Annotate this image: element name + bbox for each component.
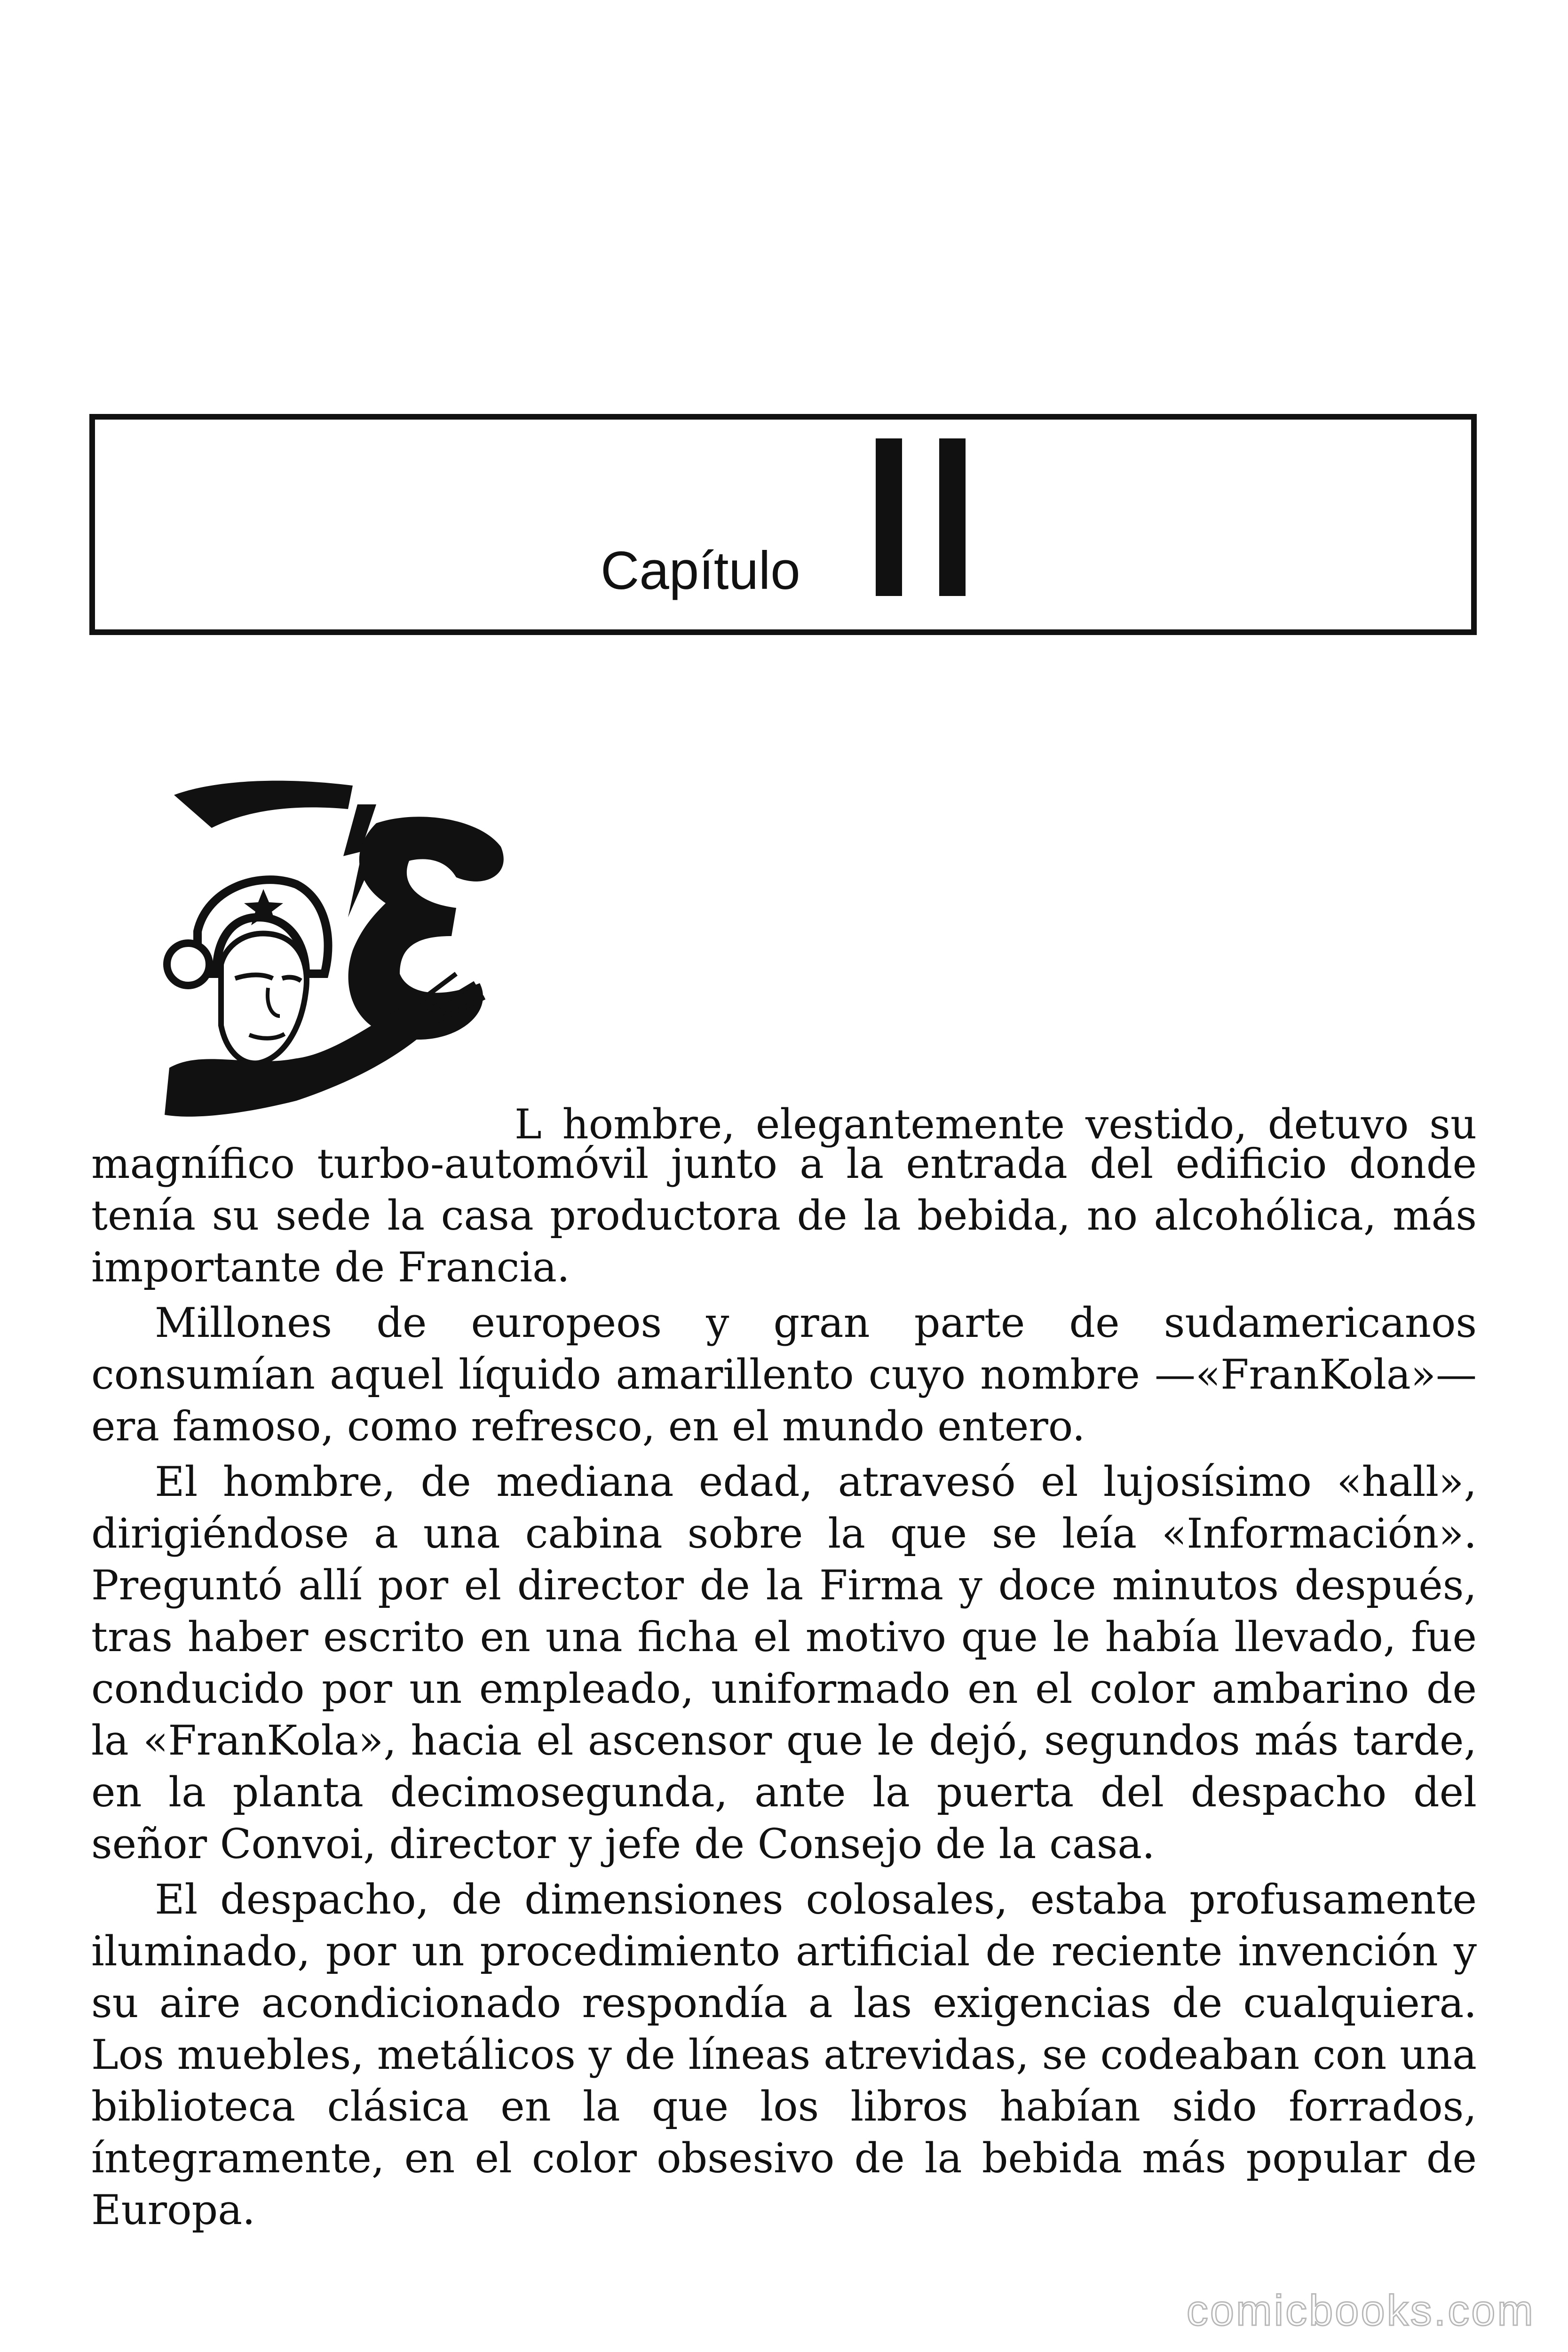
paragraph-1-first-line: L hombre, elegantemente vestido, detuvo su: [515, 1100, 1477, 1148]
chapter-body-text: [91, 1098, 1477, 2240]
chapter-label: Capítulo: [601, 541, 800, 601]
paragraph-4: El despacho, de dimensiones colosales, estaba profusamente iluminado, por un procedimiento artificial de reciente invención y su aire acondicionado respondía a las exigencias de cualquiera. Los muebles, metálicos y de líneas atrevidas, se codeaban con una biblioteca clásica en la que los libros habían sido forrados, íntegramente, en el color obsesivo de la bebida más popular de Europa.: [91, 1875, 1477, 2234]
chapter-heading-box: [89, 414, 1477, 635]
paragraph-1: [91, 1098, 1477, 1293]
dropcap-illustration: [155, 776, 517, 1134]
numeral-stroke-right: [939, 438, 966, 596]
watermark-text: comicbooks.com: [1186, 2287, 1535, 2335]
chapter-numeral: [876, 438, 970, 596]
paragraph-1-rest: magnífico turbo-automóvil junto a la entrada del edificio donde tenía su sede la casa productora de la bebida, no alcohólica, más importante de Francia.: [91, 1140, 1477, 1291]
numeral-stroke-left: [876, 438, 902, 596]
paragraph-3: El hombre, de mediana edad, atravesó el lujosísimo «hall», dirigiéndose a una cabina sobre la que se leía «Información». Preguntó allí por el director de la Firma y doce minutos después, tras haber escrito en una ficha el motivo que le había llevado, fue conducido por un empleado, uniformado en el color ambarino de la «FranKola», hacia el ascensor que le dejó, segundos más tarde, en la planta decimosegunda, ante la puerta del despacho del señor Convoi, director y jefe de Consejo de la casa.: [91, 1458, 1477, 1868]
paragraph-2: Millones de europeos y gran parte de sudamericanos consumían aquel líquido amarillento cuyo nombre —«FranKola»— era famoso, como refresco, en el mundo entero.: [91, 1299, 1477, 1450]
